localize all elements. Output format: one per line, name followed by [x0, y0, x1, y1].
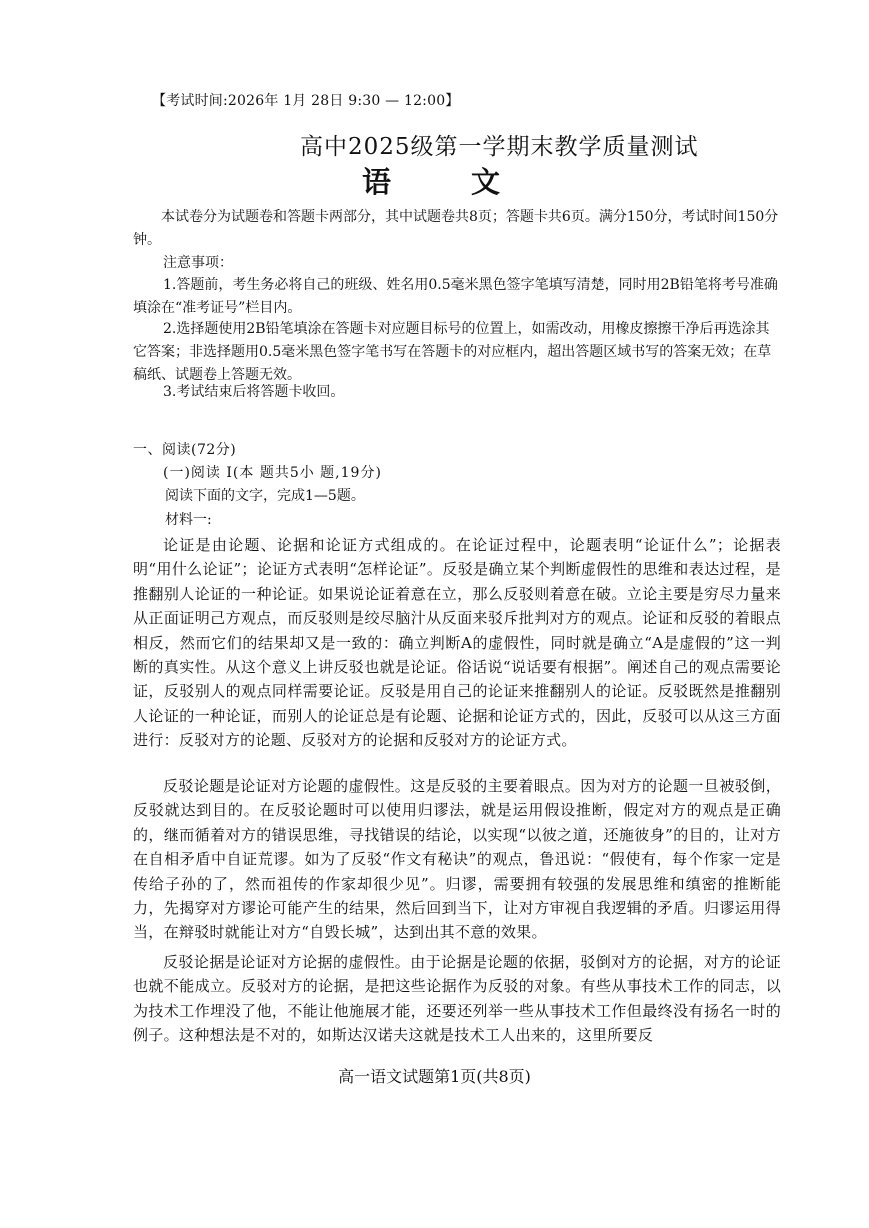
note-item-2: 2.选择题使用2B铅笔填涂在答题卡对应题目标号的位置上，如需改动，用橡皮擦擦干净后再选涂其它答案；非选择题用0.5毫米黑色签字笔书写在答题卡的对应框内，超出答题区域书写的答案无效；在草稿纸、试题卷上答题无效。 — [133, 321, 772, 383]
note-item-1: 1.答题前，考生务必将自己的班级、姓名用0.5毫米黑色签字笔填写清楚，同时用2B铅笔将考号准确填涂在“准考证号”栏目内。 — [133, 277, 778, 316]
passage-paragraph-2: 反驳论题是论证对方论题的虚假性。这是反驳的主要着眼点。因为对方的论题一旦被驳倒，反驳就达到目的。在反驳论题时可以使用归谬法，就是运用假设推断，假定对方的观点是正确的，继而循着对方的错误思维，寻找错误的结论，以实现“以彼之道，还施彼身”的目的，让对方在自相矛盾中自证荒谬。如为了反驳“作文有秘诀”的观点，鲁迅说：“假使有，每个作家一定是传给子孙的了，然而祖传的作家却很少见”。归谬，需要拥有较强的发展思维和缜密的推断能力，先揭穿对方谬论可能产生的结果，然后回到当下，让对方审视自我逻辑的矛盾。归谬运用得当，在辩驳时就能让对方“自毁长城”，达到出其不意的效果。 — [133, 777, 781, 942]
material-label: 材料一: — [165, 512, 212, 528]
section-heading: 一、阅读(72分) — [133, 442, 237, 458]
note-item-3: 3.考试结束后将答题卡收回。 — [163, 384, 345, 400]
exam-time: 【考试时间:2026年 1月 28日 9:30 — 12:00】 — [152, 93, 460, 109]
notes-heading: 注意事项： — [163, 255, 233, 271]
passage-paragraph-3: 反驳论据是论证对方论据的虚假性。由于论据是论题的依据，驳倒对方的论据，对方的论证也就不能成立。反驳对方的论据，是把这些论据作为反驳的对象。有些从事技术工作的同志，以为技术工作埋没了他，不能让他施展才能，还要还列举一些从事技术工作但最终没有扬名一时的例子。这种想法是不对的，如斯达汉诺夫这就是技术工人出来的，这里所要反 — [133, 953, 781, 1045]
subject-title: 语文 — [362, 165, 581, 199]
intro-text: 本试卷分为试题卷和答题卡两部分，其中试题卷共8页；答题卡共6页。满分150分，考试时间150分钟。 — [133, 209, 779, 248]
exam-title: 高中2025级第一学期末教学质量测试 — [300, 134, 699, 160]
passage-paragraph-1: 论证是由论题、论据和论证方式组成的。在论证过程中，论题表明“论证什么”；论据表明“用什么论证”；论证方式表明“怎样论证”。反驳是确立某个判断虚假性的思维和表达过程，是推翻别人论证的一种论证。如果说论证着意在立，那么反驳则着意在破。立论主要是穷尽力量来从正面证明己方观点，而反驳则是绞尽脑汁从反面来驳斥批判对方的观点。论证和反驳的着眼点相反，然而它们的结果却又是一致的：确立判断A的虚假性，同时就是确立“A是虚假的”这一判断的真实性。从这个意义上讲反驳也就是论证。俗话说“说话要有根据”。阐述自己的观点需要论证，反驳别人的观点同样需要论证。反驳是用自己的论证来推翻别人的论证。反驳既然是推翻别人论证的一种论证，而别人的论证总是有论题、论据和论证方式的，因此，反驳可以从这三方面进行：反驳对方的论题、反驳对方的论据和反驳对方的论证方式。 — [133, 536, 781, 750]
reading-instruction: 阅读下面的文字，完成1—5题。 — [165, 488, 365, 504]
section-subheading: (一)阅读 Ⅰ(本 题共5小 题,19分) — [163, 465, 382, 481]
page-footer: 高一语文试题第1页(共8页) — [338, 1067, 531, 1086]
